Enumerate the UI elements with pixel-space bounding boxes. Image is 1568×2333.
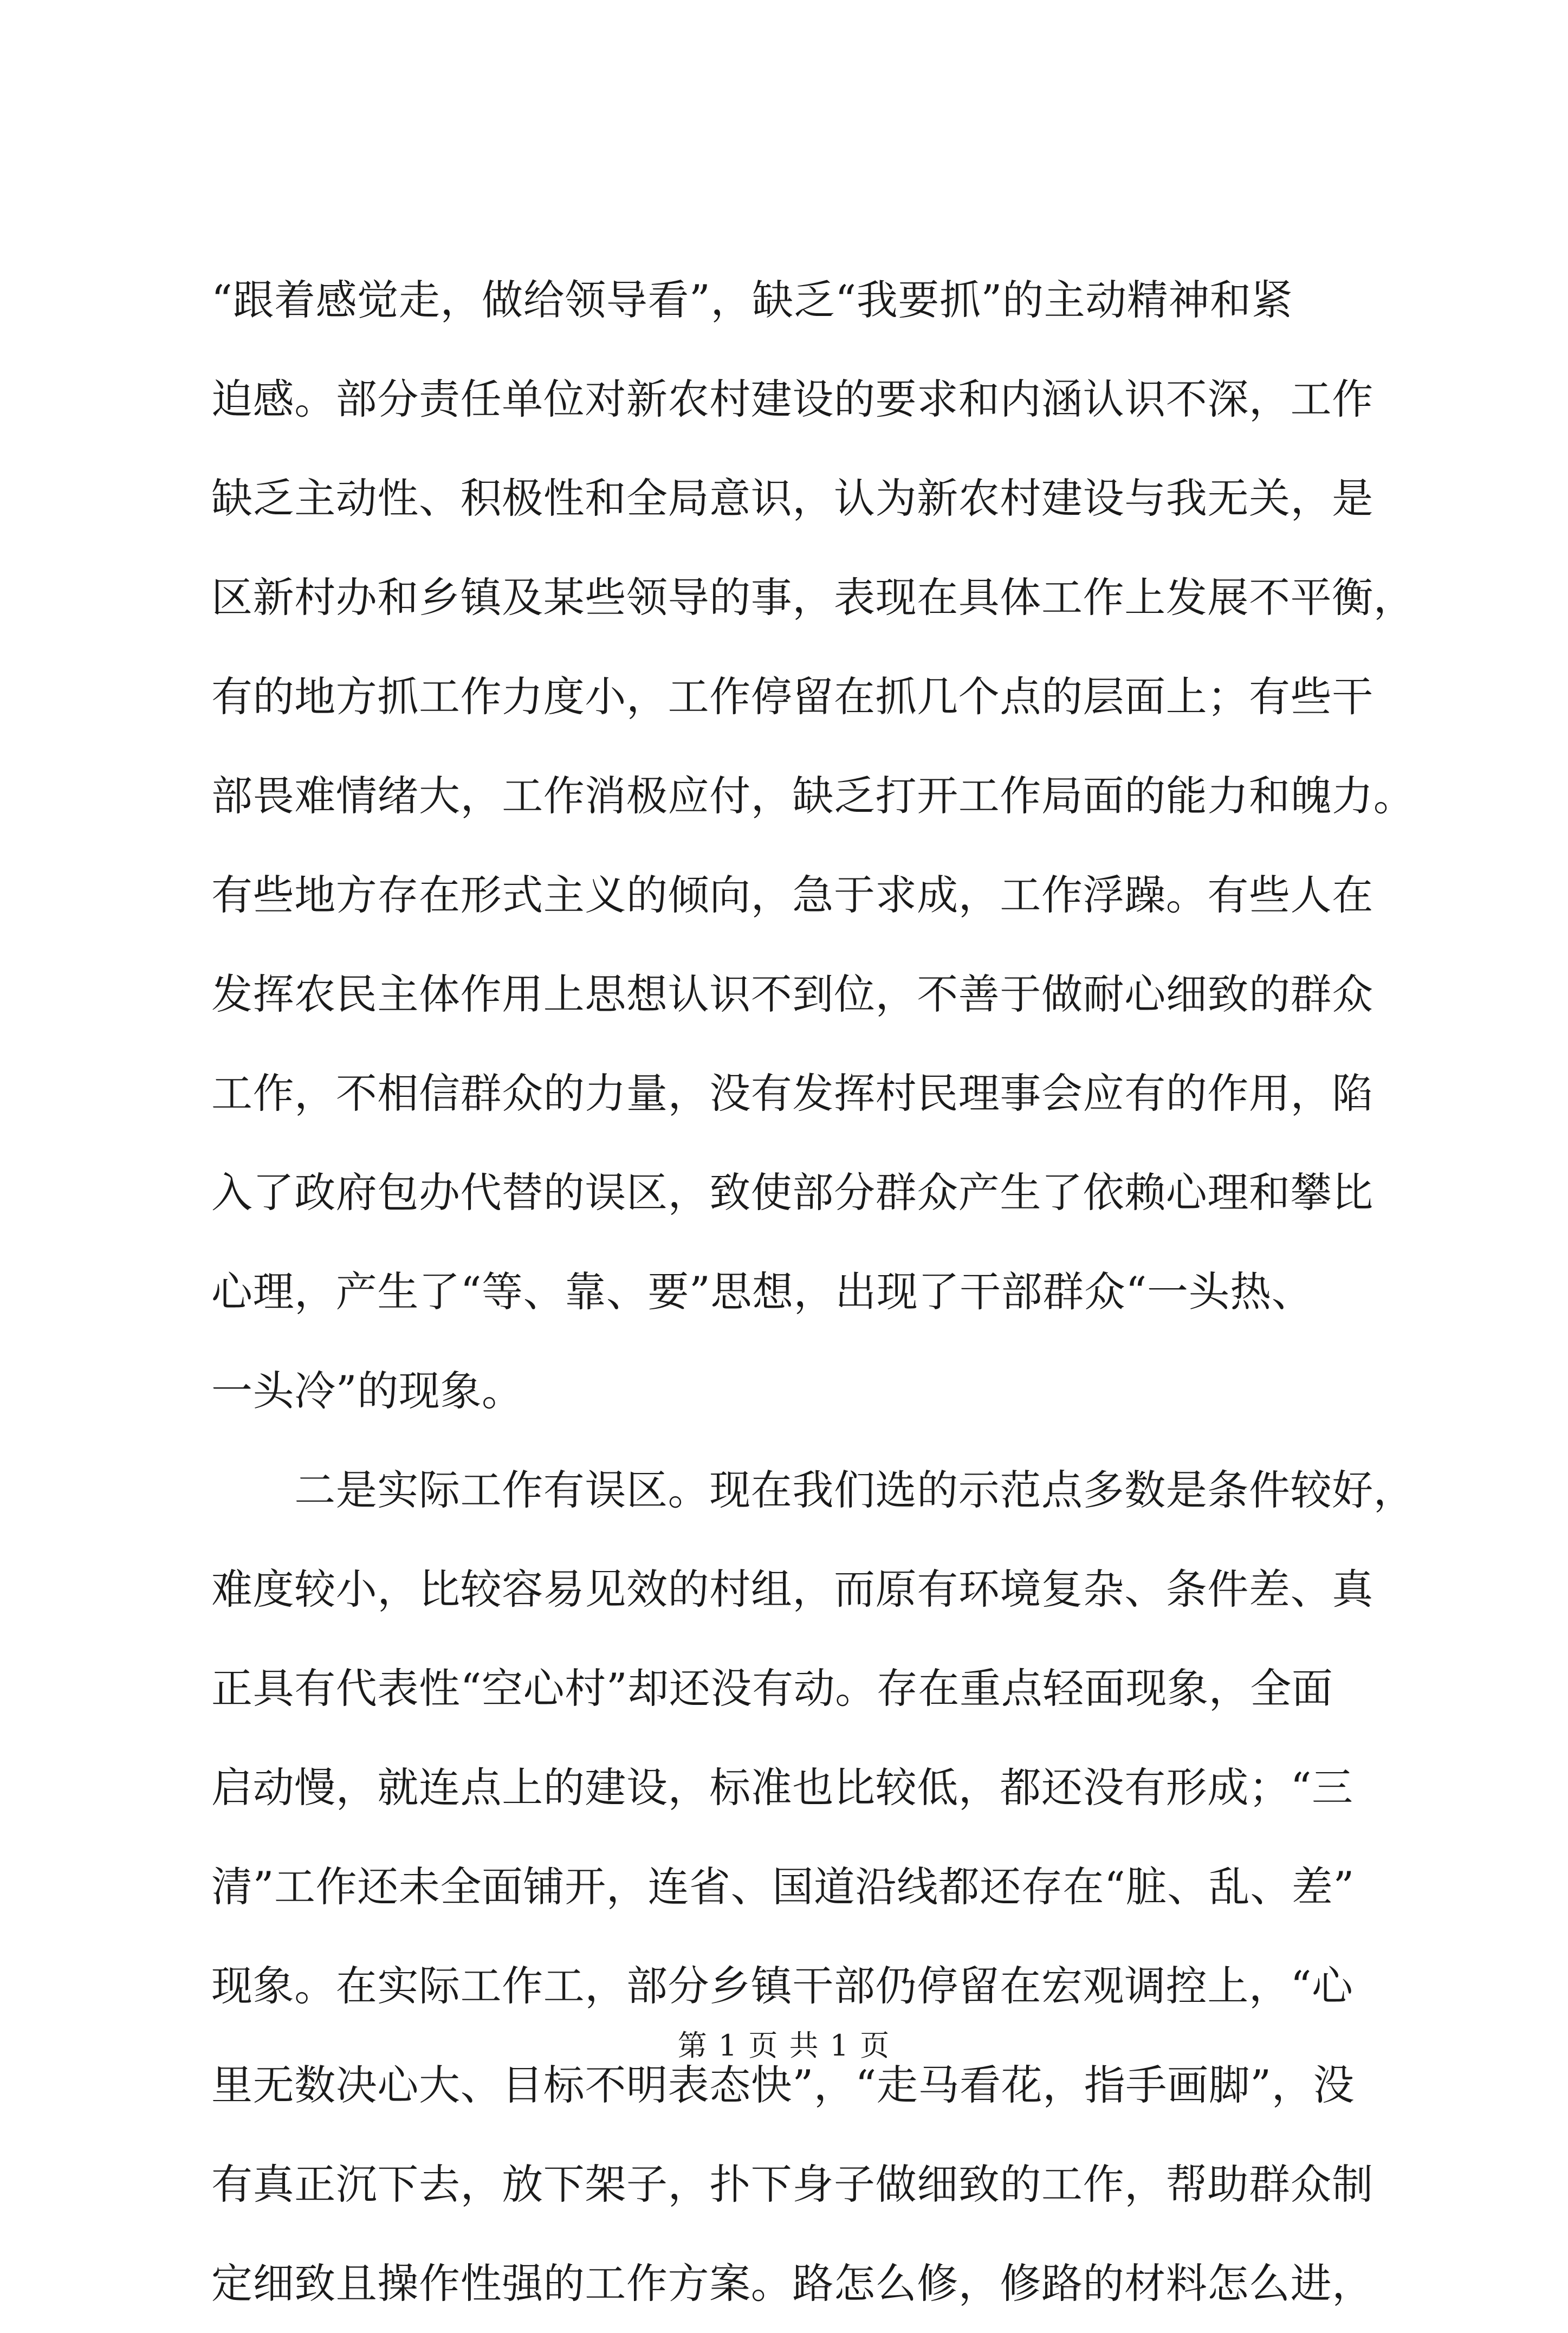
text-line: 难度较小，比较容易见效的村组，而原有环境复杂、条件差、真 xyxy=(211,1565,1373,1613)
text-line: 一头冷”的现象。 xyxy=(211,1367,523,1415)
text-line: 发挥农民主体作用上思想认识不到位，不善于做耐心细致的群众 xyxy=(211,970,1373,1018)
text-line: 现象。在实际工作工，部分乡镇干部仍停留在宏观调控上，“心 xyxy=(211,1962,1353,2010)
text-line: 清”工作还未全面铺开，连省、国道沿线都还存在“脏、乱、差” xyxy=(211,1863,1355,1911)
text-line: 迫感。部分责任单位对新农村建设的要求和内涵认识不深，工作 xyxy=(211,375,1373,423)
text-line: 有些地方存在形式主义的倾向，急于求成，工作浮躁。有些人在 xyxy=(211,871,1373,919)
text-line: 二是实际工作有误区。现在我们选的示范点多数是条件较好， xyxy=(211,1466,1415,1514)
page-footer: 第 1 页 共 1 页 xyxy=(677,2028,891,2063)
body-text xyxy=(211,250,1415,2333)
text-line: 正具有代表性“空心村”却还没有动。存在重点轻面现象，全面 xyxy=(211,1664,1333,1712)
text-line: 有的地方抓工作力度小，工作停留在抓几个点的层面上；有些干 xyxy=(211,673,1373,721)
text-line: 里无数决心大、目标不明表态快”，“走马看花，指手画脚”，没 xyxy=(211,2061,1355,2109)
text-line: 工作，不相信群众的力量，没有发挥村民理事会应有的作用，陷 xyxy=(211,1069,1373,1117)
text-line: 心理，产生了“等、靠、要”思想，出现了干部群众“一头热、 xyxy=(211,1268,1313,1316)
text-line: “跟着感觉走，做给领导看”，缺乏“我要抓”的主动精神和紧 xyxy=(211,276,1293,324)
text-line: 入了政府包办代替的误区，致使部分群众产生了依赖心理和攀比 xyxy=(211,1168,1373,1217)
text-line: 部畏难情绪大，工作消极应付，缺乏打开工作局面的能力和魄力。 xyxy=(211,772,1415,820)
text-line: 缺乏主动性、积极性和全局意识，认为新农村建设与我无关，是 xyxy=(211,474,1373,522)
text-line: 定细致且操作性强的工作方案。路怎么修，修路的材料怎么进， xyxy=(211,2259,1373,2308)
text-line: 有真正沉下去，放下架子，扑下身子做细致的工作，帮助群众制 xyxy=(211,2160,1373,2208)
text-line: 启动慢，就连点上的建设，标准也比较低，都还没有形成；“三 xyxy=(211,1763,1353,1812)
text-line: 区新村办和乡镇及某些领导的事，表现在具体工作上发展不平衡， xyxy=(211,573,1415,622)
